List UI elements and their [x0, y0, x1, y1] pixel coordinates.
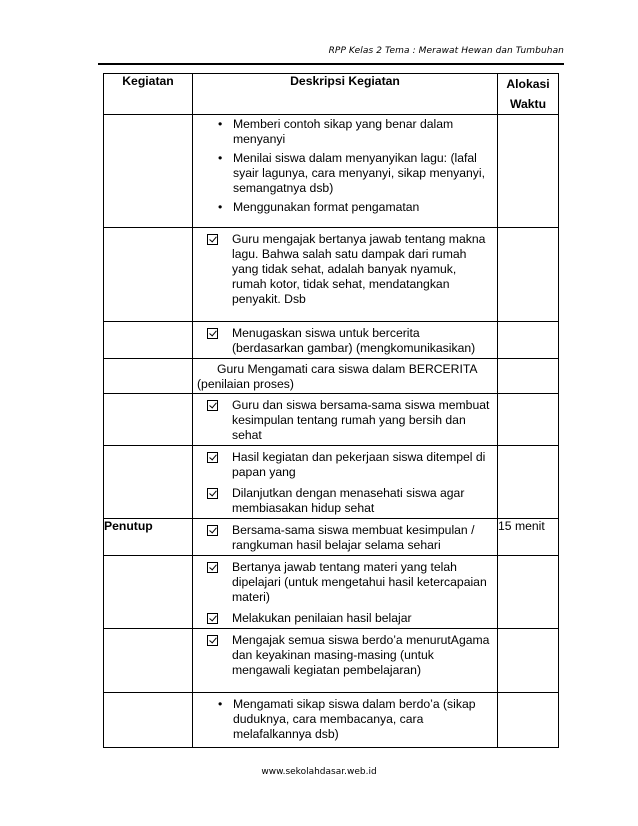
list-item: • Memberi contoh sikap yang benar dalam menyanyi — [233, 117, 489, 147]
checklist-item — [193, 482, 497, 518]
description-cell — [193, 394, 498, 446]
time-cell — [498, 359, 559, 394]
table-row — [104, 556, 559, 629]
page-header-title: RPP Kelas 2 Tema : Merawat Hewan dan Tumbuhan — [328, 46, 564, 56]
checklist-text: Melakukan penilaian hasil belajar — [232, 611, 412, 625]
time-cell-penutup: 15 menit — [498, 519, 559, 556]
time-cell — [498, 394, 559, 446]
checklist-text: Mengajak semua siswa berdo’a menurutAgama dan keyakinan masing-masing (untuk mengawali kegiatan pembelajaran) — [232, 633, 490, 677]
description-cell — [193, 322, 498, 359]
table-row — [104, 629, 559, 693]
checkbox-checked-icon — [207, 400, 218, 411]
checkbox-checked-icon — [207, 452, 218, 463]
phase-cell — [104, 322, 193, 359]
phase-cell — [104, 446, 193, 519]
checklist-item — [193, 446, 497, 482]
checklist-item — [193, 519, 497, 555]
time-cell — [498, 322, 559, 359]
table-row — [104, 228, 559, 322]
footer-url: www.sekolahdasar.web.id — [261, 767, 377, 777]
column-header-deskripsi: Deskripsi Kegiatan — [193, 74, 498, 115]
description-cell — [193, 629, 498, 693]
table-row — [104, 446, 559, 519]
observation-note — [193, 359, 497, 393]
description-cell — [193, 519, 498, 556]
checkbox-checked-icon — [207, 562, 218, 573]
table-header-row — [104, 74, 559, 115]
time-cell — [498, 115, 559, 228]
phase-cell — [104, 228, 193, 322]
table-row — [104, 693, 559, 748]
checklist-item — [193, 629, 497, 692]
checklist-text: Menugaskan siswa untuk bercerita (berdasarkan gambar) (mengkomunikasikan) — [232, 326, 476, 355]
checklist-text: Hasil kegiatan dan pekerjaan siswa ditempel di papan yang — [232, 450, 486, 479]
checklist-text: Guru mengajak bertanya jawab tentang makna lagu. Bahwa salah satu dampak dari rumah yang tidak sehat, adalah banyak nyamuk, rumah kotor, tidak sehat, mendatangkan penyakit. Dsb — [232, 232, 486, 306]
list-item: • Mengamati sikap siswa dalam berdo’a (sikap duduknya, cara membacanya, cara melafalkannya dsb) — [233, 697, 489, 742]
column-header-alokasi — [498, 74, 559, 115]
header-rule — [98, 63, 564, 65]
description-cell — [193, 228, 498, 322]
phase-cell — [104, 556, 193, 629]
alokasi-label-line1: Alokasi — [506, 77, 550, 91]
table-row — [104, 394, 559, 446]
checklist-item — [193, 228, 497, 321]
alokasi-label-line2: Waktu — [509, 97, 547, 111]
phase-cell-penutup: Penutup — [104, 519, 193, 556]
checkbox-checked-icon — [207, 488, 218, 499]
lesson-plan-table — [103, 73, 559, 748]
time-cell — [498, 629, 559, 693]
phase-cell — [104, 394, 193, 446]
checkbox-checked-icon — [207, 613, 218, 624]
description-cell — [193, 115, 498, 228]
checklist-item — [193, 322, 497, 358]
checklist-item — [193, 607, 497, 628]
checkbox-checked-icon — [207, 525, 218, 536]
table-row — [104, 115, 559, 228]
checkbox-checked-icon — [207, 635, 218, 646]
observation-line2: (penilaian proses) — [197, 377, 294, 391]
description-cell — [193, 693, 498, 748]
checklist-item — [193, 394, 497, 445]
table-row — [104, 359, 559, 394]
list-item: • Menggunakan format pengamatan — [233, 200, 489, 215]
time-cell — [498, 228, 559, 322]
table-row — [104, 322, 559, 359]
time-cell — [498, 446, 559, 519]
time-cell — [498, 693, 559, 748]
phase-cell — [104, 359, 193, 394]
phase-cell — [104, 693, 193, 748]
checklist-text: Bersama-sama siswa membuat kesimpulan / rangkuman hasil belajar selama sehari — [232, 523, 475, 552]
list-item: • Menilai siswa dalam menyanyikan lagu: (lafal syair lagunya, cara menyanyi, sikap menyanyi, semangatnya dsb) — [233, 151, 489, 196]
checklist-text: Guru dan siswa bersama-sama siswa membuat kesimpulan tentang rumah yang bersih dan sehat — [232, 398, 490, 442]
description-cell — [193, 556, 498, 629]
observation-line1: Guru Mengamati cara siswa dalam BERCERITA — [217, 362, 478, 376]
checklist-text: Bertanya jawab tentang materi yang telah dipelajari (untuk mengetahui hasil ketercapaian materi) — [232, 560, 487, 604]
time-cell — [498, 556, 559, 629]
table-row — [104, 519, 559, 556]
phase-cell — [104, 115, 193, 228]
phase-cell — [104, 629, 193, 693]
checklist-item — [193, 556, 497, 607]
checklist-text: Dilanjutkan dengan menasehati siswa agar membiasakan hidup sehat — [232, 486, 465, 515]
checkbox-checked-icon — [207, 234, 218, 245]
column-header-kegiatan: Kegiatan — [104, 74, 193, 115]
description-cell — [193, 446, 498, 519]
bullet-list — [193, 693, 497, 747]
description-cell — [193, 359, 498, 394]
bullet-list — [193, 115, 497, 227]
checkbox-checked-icon — [207, 328, 218, 339]
